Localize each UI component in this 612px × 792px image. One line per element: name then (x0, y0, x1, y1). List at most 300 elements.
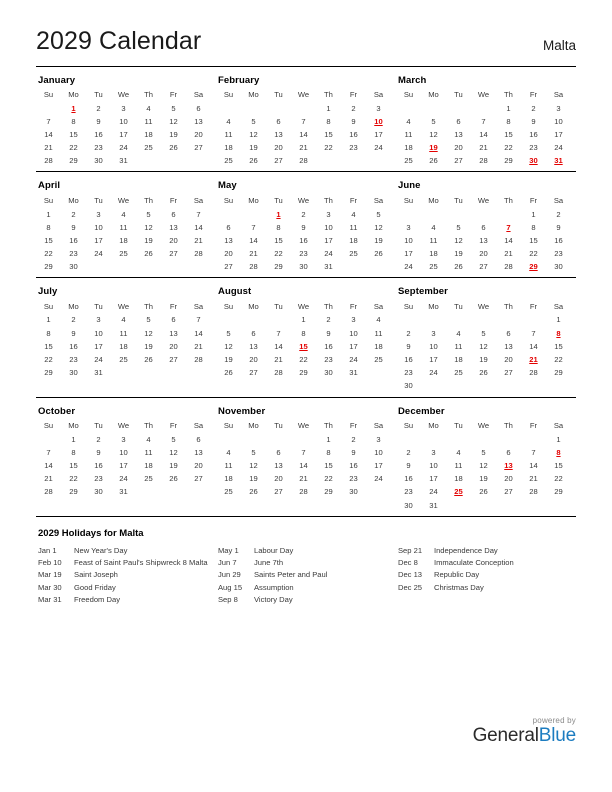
day-cell[interactable]: 29 (504, 156, 513, 166)
day-cell[interactable]: 25 (374, 355, 383, 365)
day-cell[interactable]: 1 (301, 315, 306, 325)
day-cell[interactable]: 13 (194, 116, 203, 126)
day-cell[interactable]: 28 (299, 156, 308, 166)
day-cell-holiday[interactable]: 15 (299, 341, 308, 351)
day-cell[interactable]: 5 (251, 116, 256, 126)
day-cell[interactable]: 27 (169, 249, 178, 259)
day-cell[interactable]: 7 (46, 116, 51, 126)
day-cell[interactable]: 13 (249, 341, 258, 351)
day-cell[interactable]: 3 (96, 315, 101, 325)
day-cell[interactable]: 3 (556, 103, 561, 113)
day-cell[interactable]: 4 (406, 116, 411, 126)
day-cell[interactable]: 24 (119, 143, 128, 153)
day-cell[interactable]: 26 (374, 249, 383, 259)
day-cell[interactable]: 26 (224, 368, 233, 378)
day-cell[interactable]: 10 (429, 341, 438, 351)
day-cell[interactable]: 23 (554, 249, 563, 259)
day-cell[interactable]: 30 (94, 487, 103, 497)
day-cell[interactable]: 26 (429, 156, 438, 166)
day-cell[interactable]: 10 (374, 447, 383, 457)
day-cell[interactable]: 17 (94, 341, 103, 351)
day-cell[interactable]: 23 (349, 143, 358, 153)
day-cell[interactable]: 29 (44, 262, 53, 272)
day-cell[interactable]: 24 (349, 355, 358, 365)
day-cell[interactable]: 21 (529, 474, 538, 484)
day-cell-holiday[interactable]: 13 (504, 460, 513, 470)
day-cell[interactable]: 16 (349, 460, 358, 470)
day-cell[interactable]: 4 (226, 116, 231, 126)
day-cell[interactable]: 3 (326, 209, 331, 219)
day-cell[interactable]: 15 (69, 460, 78, 470)
day-cell[interactable]: 20 (504, 355, 513, 365)
day-cell[interactable]: 12 (479, 341, 488, 351)
day-cell[interactable]: 28 (479, 156, 488, 166)
day-cell[interactable]: 18 (144, 460, 153, 470)
day-cell[interactable]: 5 (171, 103, 176, 113)
day-cell[interactable]: 14 (274, 341, 283, 351)
day-cell[interactable]: 18 (349, 235, 358, 245)
day-cell[interactable]: 10 (349, 328, 358, 338)
day-cell[interactable]: 27 (249, 368, 258, 378)
day-cell[interactable]: 16 (69, 341, 78, 351)
day-cell[interactable]: 22 (324, 143, 333, 153)
day-cell[interactable]: 7 (531, 328, 536, 338)
day-cell[interactable]: 1 (531, 209, 536, 219)
day-cell[interactable]: 6 (276, 116, 281, 126)
day-cell[interactable]: 15 (324, 129, 333, 139)
day-cell[interactable]: 6 (196, 434, 201, 444)
day-cell[interactable]: 3 (96, 209, 101, 219)
day-cell[interactable]: 19 (249, 143, 258, 153)
day-cell[interactable]: 28 (529, 487, 538, 497)
day-cell[interactable]: 4 (376, 315, 381, 325)
day-cell[interactable]: 11 (224, 460, 233, 470)
day-cell[interactable]: 9 (326, 328, 331, 338)
day-cell[interactable]: 17 (374, 460, 383, 470)
day-cell-holiday[interactable]: 30 (529, 156, 538, 166)
day-cell[interactable]: 9 (351, 447, 356, 457)
day-cell[interactable]: 9 (406, 341, 411, 351)
day-cell[interactable]: 1 (556, 434, 561, 444)
day-cell[interactable]: 13 (194, 447, 203, 457)
day-cell[interactable]: 16 (349, 129, 358, 139)
day-cell[interactable]: 27 (479, 262, 488, 272)
day-cell[interactable]: 8 (46, 328, 51, 338)
day-cell[interactable]: 18 (224, 143, 233, 153)
day-cell[interactable]: 4 (351, 209, 356, 219)
day-cell[interactable]: 26 (479, 368, 488, 378)
day-cell[interactable]: 28 (529, 368, 538, 378)
day-cell-holiday[interactable]: 10 (374, 116, 383, 126)
day-cell[interactable]: 9 (71, 222, 76, 232)
day-cell[interactable]: 17 (119, 129, 128, 139)
day-cell[interactable]: 7 (301, 447, 306, 457)
day-cell[interactable]: 12 (144, 222, 153, 232)
day-cell[interactable]: 25 (429, 262, 438, 272)
day-cell[interactable]: 29 (69, 156, 78, 166)
day-cell[interactable]: 8 (506, 116, 511, 126)
day-cell[interactable]: 6 (506, 447, 511, 457)
day-cell[interactable]: 20 (454, 143, 463, 153)
day-cell[interactable]: 28 (44, 156, 53, 166)
day-cell[interactable]: 15 (504, 129, 513, 139)
day-cell[interactable]: 18 (144, 129, 153, 139)
day-cell[interactable]: 20 (194, 460, 203, 470)
day-cell[interactable]: 29 (554, 487, 563, 497)
day-cell[interactable]: 17 (349, 341, 358, 351)
day-cell[interactable]: 31 (349, 368, 358, 378)
day-cell[interactable]: 2 (531, 103, 536, 113)
day-cell[interactable]: 26 (454, 262, 463, 272)
day-cell[interactable]: 23 (94, 143, 103, 153)
day-cell[interactable]: 12 (169, 447, 178, 457)
day-cell[interactable]: 5 (481, 328, 486, 338)
day-cell[interactable]: 6 (251, 328, 256, 338)
day-cell[interactable]: 22 (44, 355, 53, 365)
day-cell[interactable]: 17 (429, 474, 438, 484)
day-cell[interactable]: 30 (324, 368, 333, 378)
day-cell[interactable]: 31 (119, 156, 128, 166)
day-cell[interactable]: 30 (299, 262, 308, 272)
day-cell[interactable]: 11 (454, 341, 463, 351)
day-cell[interactable]: 13 (274, 129, 283, 139)
day-cell[interactable]: 23 (69, 249, 78, 259)
day-cell[interactable]: 4 (456, 447, 461, 457)
day-cell[interactable]: 14 (504, 235, 513, 245)
day-cell[interactable]: 22 (299, 355, 308, 365)
day-cell[interactable]: 24 (429, 487, 438, 497)
day-cell[interactable]: 7 (481, 116, 486, 126)
day-cell[interactable]: 5 (146, 315, 151, 325)
day-cell[interactable]: 7 (251, 222, 256, 232)
day-cell[interactable]: 15 (324, 460, 333, 470)
day-cell[interactable]: 25 (119, 249, 128, 259)
day-cell[interactable]: 20 (169, 235, 178, 245)
day-cell[interactable]: 3 (431, 328, 436, 338)
day-cell[interactable]: 12 (144, 328, 153, 338)
day-cell[interactable]: 12 (224, 341, 233, 351)
day-cell[interactable]: 6 (171, 209, 176, 219)
day-cell[interactable]: 29 (324, 487, 333, 497)
day-cell[interactable]: 3 (121, 103, 126, 113)
day-cell[interactable]: 1 (46, 315, 51, 325)
day-cell[interactable]: 2 (96, 434, 101, 444)
day-cell[interactable]: 10 (94, 328, 103, 338)
day-cell[interactable]: 24 (554, 143, 563, 153)
day-cell[interactable]: 15 (554, 460, 563, 470)
day-cell-holiday[interactable]: 8 (556, 328, 561, 338)
day-cell[interactable]: 9 (301, 222, 306, 232)
day-cell[interactable]: 28 (194, 355, 203, 365)
day-cell[interactable]: 22 (274, 249, 283, 259)
day-cell[interactable]: 3 (431, 447, 436, 457)
day-cell[interactable]: 28 (194, 249, 203, 259)
day-cell[interactable]: 19 (169, 460, 178, 470)
day-cell[interactable]: 16 (404, 474, 413, 484)
day-cell[interactable]: 30 (349, 487, 358, 497)
day-cell[interactable]: 27 (274, 487, 283, 497)
day-cell-holiday[interactable]: 19 (429, 143, 438, 153)
day-cell[interactable]: 11 (374, 328, 383, 338)
day-cell[interactable]: 2 (351, 434, 356, 444)
day-cell[interactable]: 20 (274, 474, 283, 484)
day-cell[interactable]: 16 (529, 129, 538, 139)
day-cell[interactable]: 8 (326, 116, 331, 126)
day-cell[interactable]: 24 (374, 474, 383, 484)
day-cell[interactable]: 2 (301, 209, 306, 219)
day-cell[interactable]: 31 (94, 368, 103, 378)
day-cell[interactable]: 22 (529, 249, 538, 259)
day-cell[interactable]: 30 (404, 500, 413, 510)
day-cell[interactable]: 6 (506, 328, 511, 338)
day-cell[interactable]: 18 (429, 249, 438, 259)
day-cell[interactable]: 12 (169, 116, 178, 126)
day-cell[interactable]: 9 (556, 222, 561, 232)
day-cell-holiday[interactable]: 7 (506, 222, 511, 232)
day-cell[interactable]: 12 (429, 129, 438, 139)
day-cell[interactable]: 18 (224, 474, 233, 484)
day-cell[interactable]: 21 (44, 143, 53, 153)
day-cell[interactable]: 13 (224, 235, 233, 245)
day-cell[interactable]: 25 (224, 487, 233, 497)
day-cell[interactable]: 4 (121, 315, 126, 325)
day-cell[interactable]: 5 (376, 209, 381, 219)
day-cell[interactable]: 1 (326, 103, 331, 113)
day-cell[interactable]: 17 (374, 129, 383, 139)
day-cell[interactable]: 5 (431, 116, 436, 126)
day-cell[interactable]: 26 (169, 474, 178, 484)
day-cell[interactable]: 18 (119, 235, 128, 245)
day-cell[interactable]: 17 (119, 460, 128, 470)
day-cell[interactable]: 4 (456, 328, 461, 338)
day-cell[interactable]: 20 (169, 341, 178, 351)
day-cell[interactable]: 4 (431, 222, 436, 232)
day-cell[interactable]: 11 (144, 447, 153, 457)
day-cell[interactable]: 7 (531, 447, 536, 457)
day-cell[interactable]: 10 (404, 235, 413, 245)
day-cell[interactable]: 1 (506, 103, 511, 113)
day-cell[interactable]: 22 (324, 474, 333, 484)
day-cell[interactable]: 24 (429, 368, 438, 378)
day-cell[interactable]: 29 (554, 368, 563, 378)
day-cell[interactable]: 18 (454, 355, 463, 365)
day-cell[interactable]: 29 (44, 368, 53, 378)
day-cell[interactable]: 19 (169, 129, 178, 139)
day-cell[interactable]: 17 (554, 129, 563, 139)
day-cell[interactable]: 15 (44, 341, 53, 351)
day-cell[interactable]: 27 (194, 474, 203, 484)
day-cell[interactable]: 6 (276, 447, 281, 457)
day-cell[interactable]: 22 (44, 249, 53, 259)
day-cell[interactable]: 10 (119, 116, 128, 126)
day-cell[interactable]: 9 (96, 116, 101, 126)
day-cell[interactable]: 26 (249, 487, 258, 497)
day-cell[interactable]: 8 (71, 116, 76, 126)
day-cell[interactable]: 5 (251, 447, 256, 457)
day-cell[interactable]: 3 (351, 315, 356, 325)
day-cell[interactable]: 2 (96, 103, 101, 113)
day-cell[interactable]: 17 (404, 249, 413, 259)
day-cell[interactable]: 3 (406, 222, 411, 232)
day-cell[interactable]: 29 (69, 487, 78, 497)
day-cell[interactable]: 22 (69, 474, 78, 484)
day-cell[interactable]: 31 (119, 487, 128, 497)
day-cell[interactable]: 21 (194, 341, 203, 351)
day-cell[interactable]: 7 (276, 328, 281, 338)
day-cell[interactable]: 8 (276, 222, 281, 232)
day-cell[interactable]: 11 (429, 235, 438, 245)
day-cell[interactable]: 20 (194, 129, 203, 139)
day-cell[interactable]: 14 (44, 460, 53, 470)
day-cell[interactable]: 12 (249, 460, 258, 470)
day-cell-holiday[interactable]: 21 (529, 355, 538, 365)
day-cell[interactable]: 19 (249, 474, 258, 484)
day-cell[interactable]: 21 (274, 355, 283, 365)
day-cell[interactable]: 22 (554, 474, 563, 484)
day-cell[interactable]: 12 (479, 460, 488, 470)
day-cell[interactable]: 8 (71, 447, 76, 457)
day-cell[interactable]: 16 (404, 355, 413, 365)
day-cell[interactable]: 20 (479, 249, 488, 259)
day-cell[interactable]: 18 (454, 474, 463, 484)
day-cell[interactable]: 22 (69, 143, 78, 153)
day-cell[interactable]: 28 (504, 262, 513, 272)
day-cell[interactable]: 20 (274, 143, 283, 153)
day-cell[interactable]: 19 (479, 355, 488, 365)
day-cell[interactable]: 7 (301, 116, 306, 126)
day-cell[interactable]: 26 (144, 249, 153, 259)
day-cell[interactable]: 15 (274, 235, 283, 245)
day-cell[interactable]: 27 (454, 156, 463, 166)
day-cell[interactable]: 23 (299, 249, 308, 259)
day-cell[interactable]: 23 (349, 474, 358, 484)
day-cell[interactable]: 24 (119, 474, 128, 484)
day-cell[interactable]: 11 (119, 222, 128, 232)
day-cell[interactable]: 10 (324, 222, 333, 232)
day-cell[interactable]: 11 (224, 129, 233, 139)
day-cell[interactable]: 8 (301, 328, 306, 338)
day-cell[interactable]: 4 (226, 447, 231, 457)
day-cell-holiday[interactable]: 8 (556, 447, 561, 457)
generalblue-logo[interactable] (473, 726, 576, 746)
day-cell[interactable]: 16 (299, 235, 308, 245)
day-cell[interactable]: 5 (171, 434, 176, 444)
day-cell[interactable]: 13 (454, 129, 463, 139)
day-cell[interactable]: 3 (121, 434, 126, 444)
day-cell[interactable]: 14 (44, 129, 53, 139)
day-cell[interactable]: 2 (326, 315, 331, 325)
day-cell[interactable]: 27 (194, 143, 203, 153)
day-cell[interactable]: 5 (226, 328, 231, 338)
day-cell[interactable]: 12 (374, 222, 383, 232)
day-cell[interactable]: 19 (454, 249, 463, 259)
day-cell[interactable]: 9 (531, 116, 536, 126)
day-cell[interactable]: 24 (94, 355, 103, 365)
day-cell[interactable]: 27 (169, 355, 178, 365)
day-cell[interactable]: 3 (376, 103, 381, 113)
day-cell[interactable]: 14 (194, 222, 203, 232)
day-cell[interactable]: 21 (479, 143, 488, 153)
day-cell[interactable]: 14 (299, 460, 308, 470)
day-cell[interactable]: 25 (349, 249, 358, 259)
day-cell[interactable]: 30 (69, 262, 78, 272)
day-cell[interactable]: 22 (554, 355, 563, 365)
day-cell[interactable]: 11 (144, 116, 153, 126)
day-cell[interactable]: 29 (274, 262, 283, 272)
day-cell[interactable]: 11 (119, 328, 128, 338)
day-cell[interactable]: 21 (299, 143, 308, 153)
day-cell[interactable]: 25 (144, 474, 153, 484)
day-cell[interactable]: 9 (96, 447, 101, 457)
day-cell[interactable]: 19 (224, 355, 233, 365)
day-cell[interactable]: 13 (169, 328, 178, 338)
day-cell-holiday[interactable]: 1 (71, 103, 76, 113)
day-cell[interactable]: 21 (44, 474, 53, 484)
day-cell[interactable]: 16 (94, 460, 103, 470)
day-cell[interactable]: 5 (146, 209, 151, 219)
day-cell[interactable]: 24 (374, 143, 383, 153)
day-cell[interactable]: 7 (46, 447, 51, 457)
day-cell-holiday[interactable]: 25 (454, 487, 463, 497)
day-cell[interactable]: 15 (69, 129, 78, 139)
day-cell[interactable]: 21 (194, 235, 203, 245)
day-cell[interactable]: 2 (71, 315, 76, 325)
day-cell[interactable]: 15 (554, 341, 563, 351)
day-cell[interactable]: 1 (556, 315, 561, 325)
day-cell[interactable]: 16 (69, 235, 78, 245)
day-cell[interactable]: 6 (226, 222, 231, 232)
day-cell[interactable]: 2 (406, 447, 411, 457)
day-cell[interactable]: 17 (429, 355, 438, 365)
day-cell[interactable]: 28 (274, 368, 283, 378)
day-cell[interactable]: 19 (479, 474, 488, 484)
day-cell[interactable]: 25 (224, 156, 233, 166)
day-cell[interactable]: 28 (249, 262, 258, 272)
day-cell[interactable]: 14 (479, 129, 488, 139)
day-cell[interactable]: 1 (326, 434, 331, 444)
day-cell[interactable]: 9 (351, 116, 356, 126)
day-cell[interactable]: 11 (349, 222, 358, 232)
day-cell[interactable]: 10 (119, 447, 128, 457)
day-cell[interactable]: 11 (454, 460, 463, 470)
day-cell[interactable]: 13 (274, 460, 283, 470)
day-cell[interactable]: 8 (326, 447, 331, 457)
day-cell[interactable]: 21 (504, 249, 513, 259)
day-cell[interactable]: 5 (481, 447, 486, 457)
day-cell[interactable]: 18 (374, 341, 383, 351)
day-cell[interactable]: 4 (121, 209, 126, 219)
day-cell[interactable]: 27 (274, 156, 283, 166)
day-cell[interactable]: 7 (196, 209, 201, 219)
day-cell[interactable]: 27 (224, 262, 233, 272)
day-cell[interactable]: 23 (69, 355, 78, 365)
day-cell[interactable]: 24 (404, 262, 413, 272)
day-cell[interactable]: 30 (69, 368, 78, 378)
day-cell[interactable]: 20 (504, 474, 513, 484)
day-cell[interactable]: 10 (429, 460, 438, 470)
day-cell[interactable]: 18 (404, 143, 413, 153)
day-cell[interactable]: 10 (554, 116, 563, 126)
day-cell[interactable]: 23 (404, 368, 413, 378)
day-cell[interactable]: 28 (44, 487, 53, 497)
day-cell[interactable]: 2 (71, 209, 76, 219)
day-cell[interactable]: 4 (146, 103, 151, 113)
day-cell[interactable]: 27 (504, 368, 513, 378)
day-cell[interactable]: 4 (146, 434, 151, 444)
day-cell-holiday[interactable]: 1 (276, 209, 281, 219)
day-cell[interactable]: 16 (554, 235, 563, 245)
day-cell[interactable]: 19 (144, 235, 153, 245)
